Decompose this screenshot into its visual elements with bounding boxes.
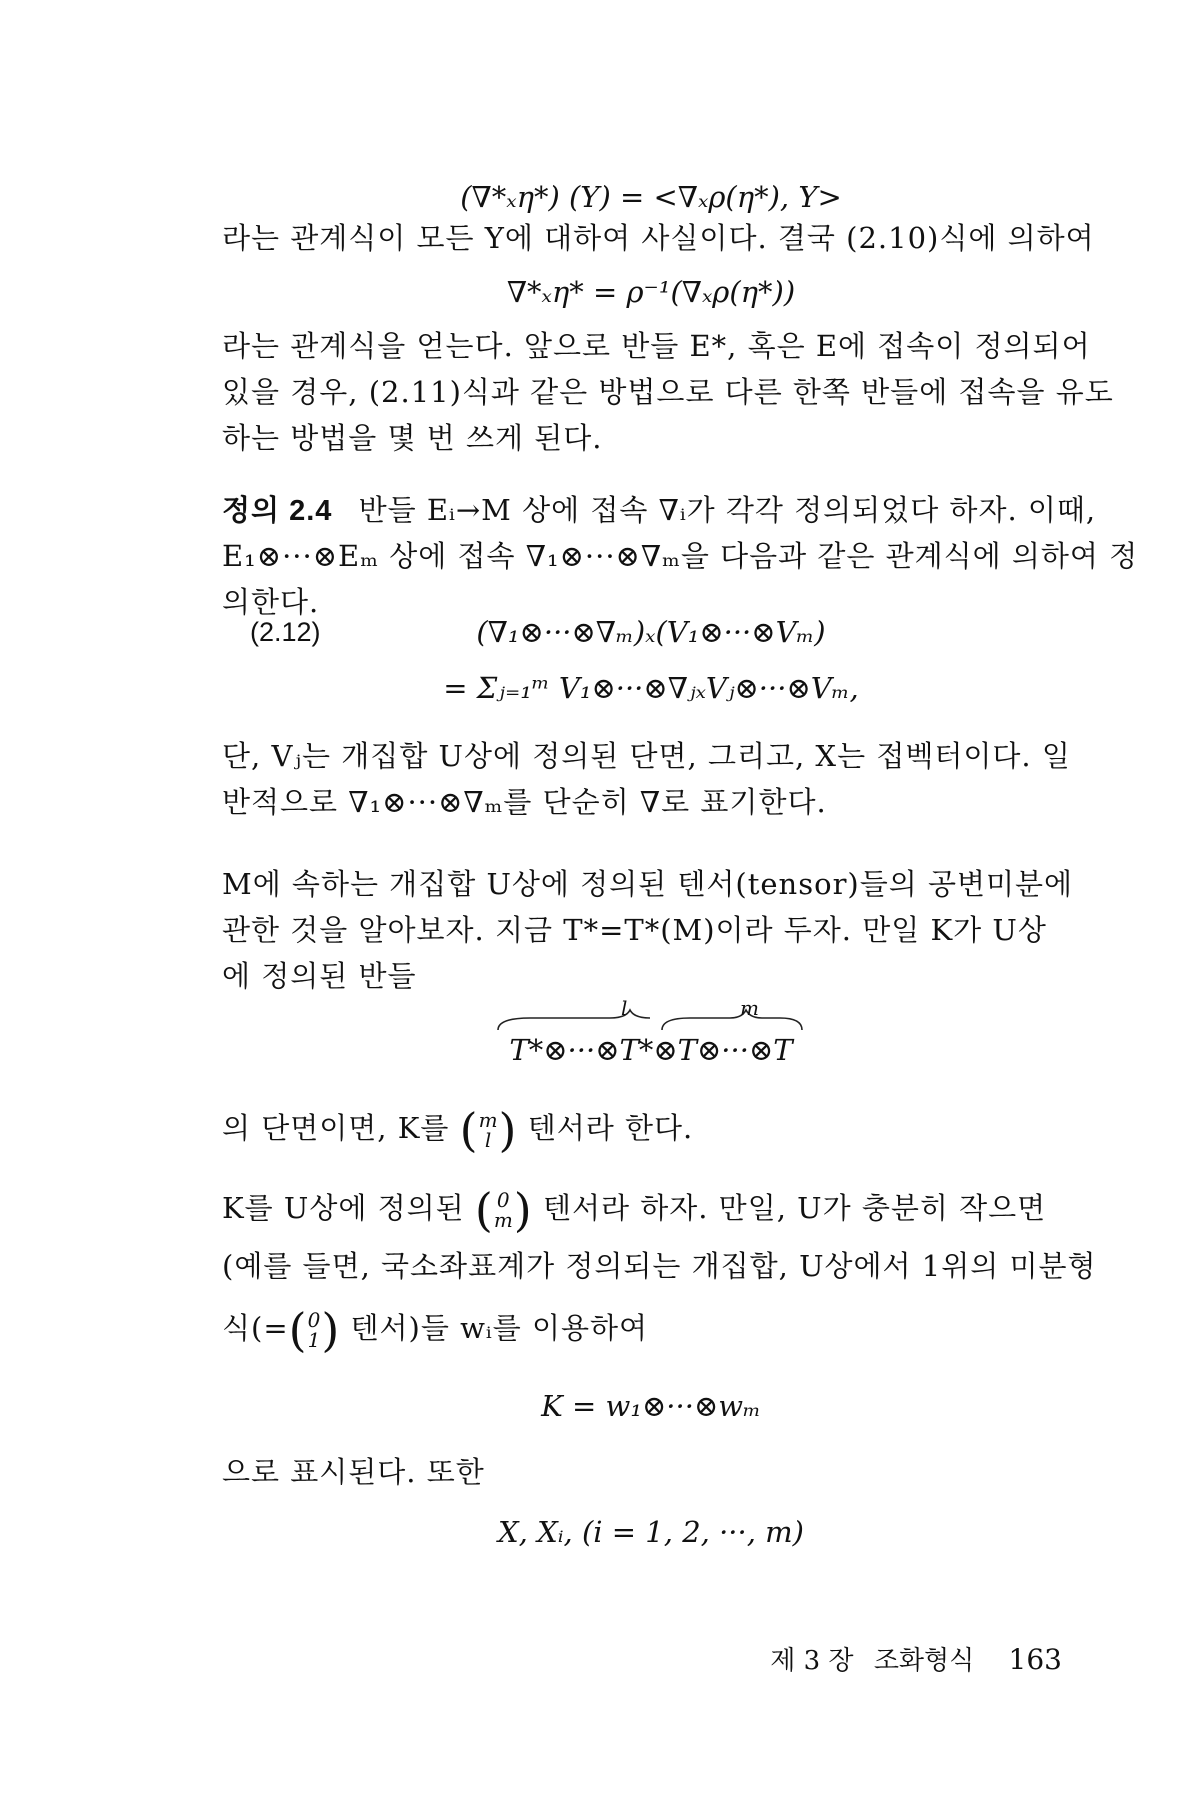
paragraph-line: 에 정의된 반들 bbox=[222, 959, 417, 993]
chapter-label: 제 3 장 bbox=[770, 1646, 854, 1676]
tensor-type-top: 0 bbox=[496, 1188, 511, 1212]
paragraph-line: (예를 들면, 국소좌표계가 정의되는 개집합, U상에서 1위의 미분형 bbox=[222, 1249, 1097, 1283]
equation-number: (2.12) bbox=[250, 617, 321, 647]
text-segment: 텐서)들 wᵢ를 이용하여 bbox=[350, 1311, 649, 1345]
definition-line bbox=[222, 490, 1097, 531]
definition-text: 반들 Eᵢ→M 상에 접속 ∇ᵢ가 각각 정의되었다 하자. 이때, bbox=[358, 493, 1097, 527]
paragraph-line: 있을 경우, (2.11)식과 같은 방법으로 다른 한쪽 반들에 접속을 유도 bbox=[222, 375, 1114, 409]
tensor-type-bottom: l bbox=[484, 1128, 493, 1152]
paragraph-line bbox=[222, 1303, 1080, 1357]
paragraph-line: 관한 것을 알아보자. 지금 T*=T*(M)이라 두자. 만일 K가 U상 bbox=[222, 913, 1047, 947]
definition-label: 정의 2.4 bbox=[222, 495, 333, 527]
tensor-type bbox=[308, 1310, 322, 1350]
paragraph-line bbox=[222, 1103, 1080, 1157]
tensor-type-top: m bbox=[478, 1108, 499, 1132]
text-segment: 의 단면이면, K를 bbox=[222, 1111, 450, 1145]
paren-open: ( bbox=[459, 1103, 479, 1157]
text-segment: K를 U상에 정의된 bbox=[222, 1191, 465, 1225]
tensor-type-bottom: m bbox=[493, 1208, 514, 1232]
tensor-type-top: 0 bbox=[307, 1308, 322, 1332]
equation-4: T*⊗···⊗T*⊗T⊗···⊗T bbox=[509, 1033, 793, 1067]
paragraph-line: 라는 관계식이 모든 Y에 대하여 사실이다. 결국 (2.10)식에 의하여 bbox=[222, 221, 1095, 255]
paragraph-line: 으로 표시된다. 또한 bbox=[222, 1455, 485, 1489]
paren-close: ) bbox=[498, 1103, 518, 1157]
equation-1: (∇*ₓη*) (Y) = <∇ₓρ(η*), Y> bbox=[460, 180, 842, 214]
text-segment: 텐서라 하자. 만일, U가 충분히 작으면 bbox=[542, 1191, 1047, 1225]
paren-open: ( bbox=[288, 1303, 308, 1357]
text-segment: 식(= bbox=[222, 1311, 289, 1345]
paragraph-line: 단, Vⱼ는 개집합 U상에 정의된 단면, 그리고, X는 접벡터이다. 일 bbox=[222, 739, 1071, 773]
paragraph-line: 반적으로 ∇₁⊗···⊗∇ₘ를 단순히 ∇로 표기한다. bbox=[222, 785, 827, 819]
paragraph-line: 라는 관계식을 얻는다. 앞으로 반들 E*, 혹은 E에 접속이 정의되어 bbox=[222, 329, 1091, 363]
chapter-title: 조화형식 bbox=[873, 1646, 975, 1676]
paragraph-line bbox=[222, 1183, 1080, 1237]
page-number: 163 bbox=[1008, 1643, 1062, 1676]
paren-open: ( bbox=[474, 1183, 494, 1237]
equation-3b: = Σⱼ₌₁ᵐ V₁⊗···⊗∇ⱼₓVⱼ⊗···⊗Vₘ, bbox=[443, 671, 859, 705]
equation-5: K = w₁⊗···⊗wₘ bbox=[541, 1389, 761, 1423]
overbrace-label-l: l bbox=[621, 996, 628, 1020]
text-segment: 텐서라 한다. bbox=[527, 1111, 694, 1145]
tensor-type-bottom: 1 bbox=[307, 1328, 322, 1352]
definition-line: 의한다. bbox=[222, 585, 320, 619]
paren-close: ) bbox=[513, 1183, 533, 1237]
overbrace-m bbox=[662, 1010, 802, 1030]
definition-line: E₁⊗···⊗Eₘ 상에 접속 ∇₁⊗···⊗∇ₘ을 다음과 같은 관계식에 의하여 정 bbox=[222, 539, 1139, 573]
equation-6: X, Xᵢ, (i = 1, 2, ···, m) bbox=[497, 1515, 804, 1549]
tensor-type bbox=[494, 1190, 514, 1230]
paren-close: ) bbox=[321, 1303, 341, 1357]
equation-2: ∇*ₓη* = ρ⁻¹(∇ₓρ(η*)) bbox=[506, 275, 796, 309]
overbrace-label-m: m bbox=[740, 996, 759, 1020]
paragraph-line: M에 속하는 개집합 U상에 정의된 텐서(tensor)들의 공변미분에 bbox=[222, 867, 1074, 901]
equation-3a: (∇₁⊗···⊗∇ₘ)ₓ(V₁⊗···⊗Vₘ) bbox=[476, 615, 826, 649]
tensor-type bbox=[479, 1110, 499, 1150]
paragraph-line: 하는 방법을 몇 번 쓰게 된다. bbox=[222, 421, 603, 455]
page-footer bbox=[758, 1640, 1062, 1681]
